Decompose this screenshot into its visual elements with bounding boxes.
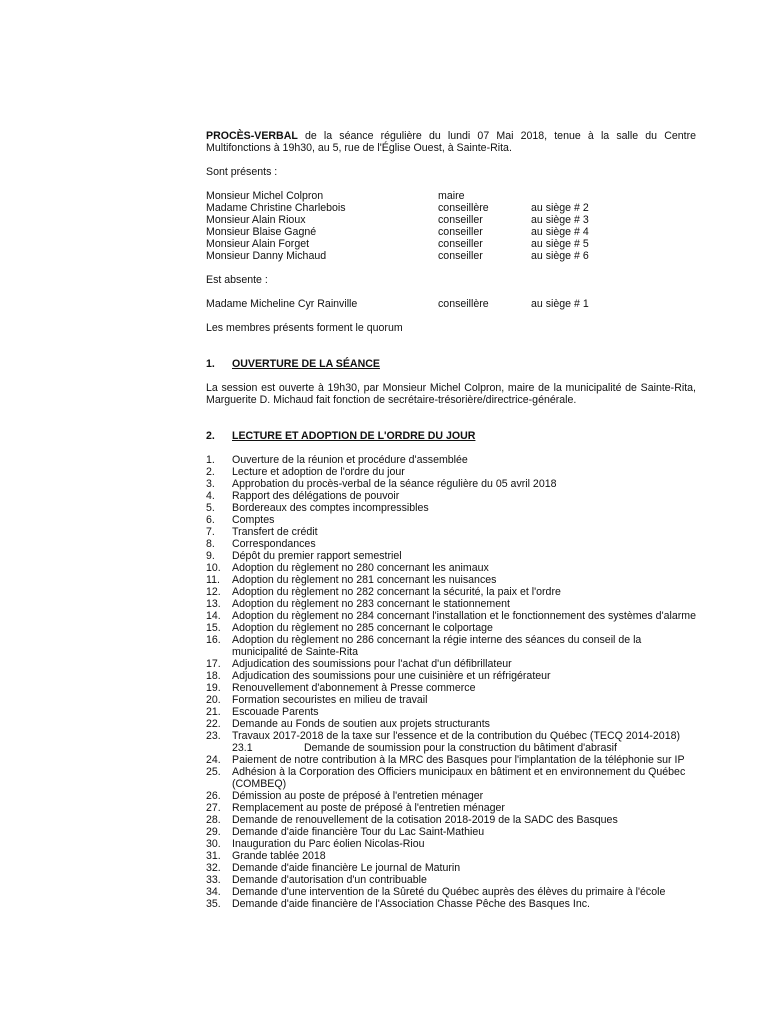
agenda-item-text: Correspondances — [232, 538, 316, 550]
agenda-item-text: Comptes — [232, 514, 275, 526]
agenda-item-number: 12. — [206, 586, 221, 598]
agenda-item — [206, 610, 696, 622]
agenda-item-text: Travaux 2017-2018 de la taxe sur l'essence et de la contribution du Québec (TECQ 2014-2018) — [232, 730, 681, 742]
agenda-item-number: 4. — [206, 490, 215, 502]
member-role: conseiller — [438, 226, 483, 238]
agenda-item-text: Adoption du règlement no 281 concernant les nuisances — [232, 574, 497, 586]
agenda-list — [206, 454, 696, 910]
agenda-item-number: 20. — [206, 694, 221, 706]
agenda-item-text: Adhésion à la Corporation des Officiers municipaux en bâtiment et en environnement du Québec (COMBEQ) — [232, 766, 686, 790]
agenda-item-text: Inauguration du Parc éolien Nicolas-Riou — [232, 838, 425, 850]
agenda-item — [206, 718, 696, 730]
agenda-item-text: Demande d'une intervention de la Sûreté du Québec auprès des élèves du primaire à l'école — [232, 886, 666, 898]
agenda-item — [206, 562, 696, 574]
agenda-item-number: 23. — [206, 730, 221, 742]
member-role: conseillère — [438, 202, 489, 214]
member-row — [206, 202, 696, 214]
agenda-item-number: 19. — [206, 682, 221, 694]
intro-text: de la séance régulière du lundi 07 Mai 2018, tenue à la salle du Centre Multifonctions à 19h30, au 5, rue de l'Église Ouest, à Sainte-Rita. — [206, 130, 696, 154]
agenda-item-number: 25. — [206, 766, 221, 778]
agenda-item — [206, 826, 696, 838]
section-1-heading — [206, 358, 696, 370]
member-role: conseiller — [438, 238, 483, 250]
agenda-item-number: 9. — [206, 550, 215, 562]
agenda-item-text: Escouade Parents — [232, 706, 319, 718]
section-1-text: La session est ouverte à 19h30, par Monsieur Michel Colpron, maire de la municipalité de Sainte-Rita, Marguerite D. Michaud fait fonction de secrétaire-trésorière/directrice-générale. — [206, 382, 696, 406]
member-seat: au siège # 1 — [531, 298, 589, 310]
agenda-item — [206, 586, 696, 598]
agenda-item-text: Adoption du règlement no 284 concernant l'installation et le fonctionnement des systèmes d'alarme — [232, 610, 696, 622]
member-row — [206, 238, 696, 250]
agenda-item — [206, 682, 696, 694]
agenda-item-text: Dépôt du premier rapport semestriel — [232, 550, 402, 562]
agenda-item-number: 6. — [206, 514, 215, 526]
agenda-item — [206, 874, 696, 886]
agenda-item-number: 17. — [206, 658, 221, 670]
member-name: Monsieur Alain Rioux — [206, 214, 306, 226]
agenda-item-number: 5. — [206, 502, 215, 514]
agenda-item — [206, 730, 696, 742]
agenda-item-number: 24. — [206, 754, 221, 766]
agenda-item — [206, 766, 696, 790]
agenda-item-text: Demande d'aide financière Le journal de Maturin — [232, 862, 461, 874]
agenda-item — [206, 526, 696, 538]
agenda-item-text: Adoption du règlement no 280 concernant les animaux — [232, 562, 489, 574]
member-name: Monsieur Alain Forget — [206, 238, 310, 250]
agenda-item — [206, 478, 696, 490]
agenda-item-number: 1. — [206, 454, 215, 466]
agenda-item — [206, 850, 696, 862]
agenda-subitem-number: 23.1 — [232, 742, 253, 754]
agenda-subitem — [206, 742, 696, 754]
member-name: Monsieur Danny Michaud — [206, 250, 327, 262]
agenda-item — [206, 634, 696, 658]
agenda-item-text: Demande d'aide financière Tour du Lac Saint-Mathieu — [232, 826, 485, 838]
agenda-item-number: 14. — [206, 610, 221, 622]
member-role: maire — [438, 190, 465, 202]
agenda-item-number: 2. — [206, 466, 215, 478]
agenda-item-text: Grande tablée 2018 — [232, 850, 326, 862]
member-name: Monsieur Blaise Gagné — [206, 226, 317, 238]
agenda-item-number: 21. — [206, 706, 221, 718]
agenda-item-text: Demande d'aide financière de l'Association Chasse Pêche des Basques Inc. — [232, 898, 590, 910]
member-row — [206, 250, 696, 262]
agenda-item-number: 10. — [206, 562, 221, 574]
agenda-item-text: Adoption du règlement no 282 concernant la sécurité, la paix et l'ordre — [232, 586, 561, 598]
agenda-item-text: Rapport des délégations de pouvoir — [232, 490, 400, 502]
agenda-item-text: Formation secouristes en milieu de travail — [232, 694, 428, 706]
agenda-item-text: Approbation du procès-verbal de la séance régulière du 05 avril 2018 — [232, 478, 557, 490]
agenda-item-text: Demande au Fonds de soutien aux projets structurants — [232, 718, 490, 730]
agenda-item — [206, 898, 696, 910]
agenda-item-number: 18. — [206, 670, 221, 682]
agenda-item — [206, 514, 696, 526]
agenda-item-text: Adoption du règlement no 286 concernant la régie interne des séances du conseil de la municipalité de Sainte-Rita — [232, 634, 642, 658]
absent-label: Est absente : — [206, 274, 268, 286]
agenda-item — [206, 658, 696, 670]
agenda-subitem-text: Demande de soumission pour la construction du bâtiment d'abrasif — [304, 742, 617, 754]
present-label: Sont présents : — [206, 166, 278, 178]
present-members-list — [206, 190, 696, 262]
section-2-heading — [206, 430, 696, 442]
section-1-number: 1. — [206, 358, 215, 370]
member-row — [206, 298, 696, 310]
agenda-item-text: Renouvellement d'abonnement à Presse commerce — [232, 682, 476, 694]
agenda-item-text: Adjudication des soumissions pour une cuisinière et un réfrigérateur — [232, 670, 551, 682]
agenda-item-number: 35. — [206, 898, 221, 910]
agenda-item-number: 22. — [206, 718, 221, 730]
agenda-item — [206, 490, 696, 502]
agenda-item-text: Demande de renouvellement de la cotisation 2018-2019 de la SADC des Basques — [232, 814, 618, 826]
member-role: conseiller — [438, 250, 483, 262]
agenda-item-number: 7. — [206, 526, 215, 538]
agenda-item-text: Lecture et adoption de l'ordre du jour — [232, 466, 405, 478]
agenda-item — [206, 622, 696, 634]
section-2-number: 2. — [206, 430, 215, 442]
absent-members-list — [206, 298, 696, 310]
agenda-item-number: 32. — [206, 862, 221, 874]
member-row — [206, 214, 696, 226]
agenda-item — [206, 862, 696, 874]
agenda-item — [206, 706, 696, 718]
agenda-item — [206, 694, 696, 706]
agenda-item-number: 13. — [206, 598, 221, 610]
agenda-item-number: 28. — [206, 814, 221, 826]
member-seat: au siège # 6 — [531, 250, 589, 262]
member-name: Madame Christine Charlebois — [206, 202, 346, 214]
agenda-item — [206, 754, 696, 766]
document-title: PROCÈS-VERBAL — [206, 130, 298, 142]
document-page — [206, 130, 696, 910]
member-role: conseiller — [438, 214, 483, 226]
member-row — [206, 226, 696, 238]
agenda-item-text: Transfert de crédit — [232, 526, 318, 538]
agenda-item — [206, 670, 696, 682]
agenda-item-text: Ouverture de la réunion et procédure d'assemblée — [232, 454, 468, 466]
agenda-item-text: Bordereaux des comptes incompressibles — [232, 502, 429, 514]
agenda-item-number: 33. — [206, 874, 221, 886]
agenda-item — [206, 790, 696, 802]
section-2-title: LECTURE ET ADOPTION DE L'ORDRE DU JOUR — [232, 430, 476, 442]
agenda-item — [206, 574, 696, 586]
agenda-item-text: Démission au poste de préposé à l'entretien ménager — [232, 790, 484, 802]
member-name: Monsieur Michel Colpron — [206, 190, 324, 202]
agenda-item — [206, 838, 696, 850]
agenda-item-number: 31. — [206, 850, 221, 862]
agenda-item — [206, 538, 696, 550]
member-seat: au siège # 5 — [531, 238, 589, 250]
agenda-item-number: 3. — [206, 478, 215, 490]
agenda-item-text: Demande d'autorisation d'un contribuable — [232, 874, 427, 886]
agenda-item-number: 26. — [206, 790, 221, 802]
agenda-item — [206, 802, 696, 814]
agenda-item-text: Adjudication des soumissions pour l'achat d'un défibrillateur — [232, 658, 512, 670]
agenda-item-text: Paiement de notre contribution à la MRC des Basques pour l'implantation de la téléphonie sur IP — [232, 754, 685, 766]
agenda-item-number: 15. — [206, 622, 221, 634]
intro-paragraph — [206, 130, 696, 154]
agenda-item-text: Adoption du règlement no 283 concernant le stationnement — [232, 598, 510, 610]
agenda-item — [206, 454, 696, 466]
agenda-item — [206, 502, 696, 514]
member-seat: au siège # 2 — [531, 202, 589, 214]
agenda-item-number: 8. — [206, 538, 215, 550]
agenda-item-number: 34. — [206, 886, 221, 898]
agenda-item-text: Remplacement au poste de préposé à l'entretien ménager — [232, 802, 505, 814]
member-seat: au siège # 3 — [531, 214, 589, 226]
agenda-item — [206, 886, 696, 898]
member-role: conseillère — [438, 298, 489, 310]
quorum-statement: Les membres présents forment le quorum — [206, 322, 403, 334]
agenda-item-number: 16. — [206, 634, 221, 646]
agenda-item-number: 29. — [206, 826, 221, 838]
member-name: Madame Micheline Cyr Rainville — [206, 298, 358, 310]
section-1-title: OUVERTURE DE LA SÉANCE — [232, 358, 380, 370]
agenda-item-number: 11. — [206, 574, 220, 586]
agenda-item — [206, 598, 696, 610]
agenda-item — [206, 466, 696, 478]
member-row — [206, 190, 696, 202]
member-seat: au siège # 4 — [531, 226, 589, 238]
agenda-item — [206, 550, 696, 562]
agenda-item-number: 27. — [206, 802, 221, 814]
agenda-item-number: 30. — [206, 838, 221, 850]
agenda-item — [206, 814, 696, 826]
agenda-item-text: Adoption du règlement no 285 concernant le colportage — [232, 622, 493, 634]
